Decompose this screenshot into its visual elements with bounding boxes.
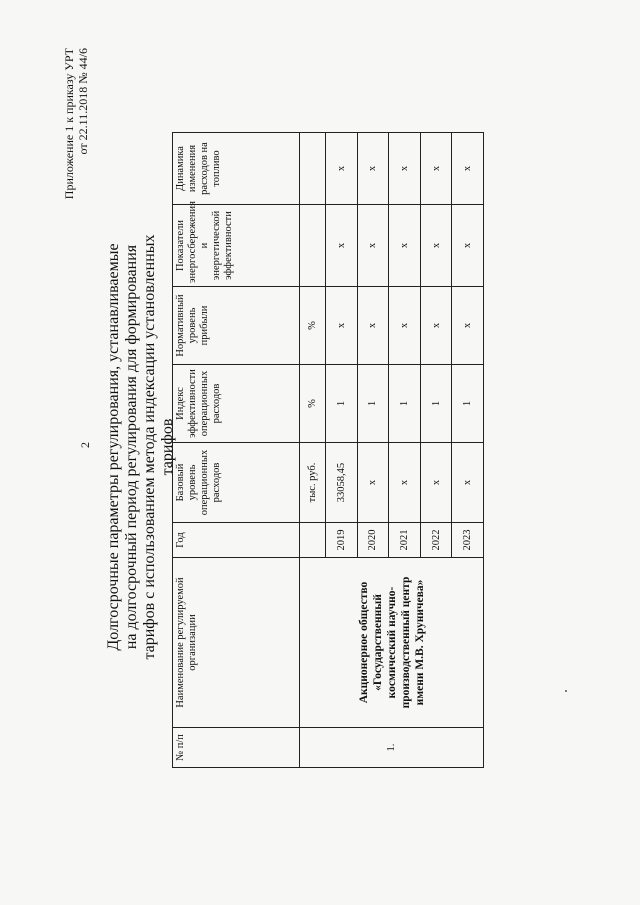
parameters-table — [172, 132, 484, 768]
cell-energy: х — [452, 205, 484, 287]
table-row-number: 1. — [300, 728, 484, 768]
appendix-note — [62, 48, 90, 213]
cell-energy: х — [357, 205, 389, 287]
title-line-1: Долгосрочные параметры регулирования, устанавливаемые — [105, 243, 122, 651]
unit-norm: % — [300, 287, 325, 365]
cell-index: 1 — [452, 365, 484, 443]
scan-speck — [565, 690, 567, 692]
appendix-line-2: от 22.11.2018 № 44/6 — [76, 48, 90, 155]
cell-energy: х — [420, 205, 452, 287]
cell-index: 1 — [389, 365, 421, 443]
cell-dynamics: х — [357, 133, 389, 205]
appendix-line-1: Приложение 1 к приказу УРТ — [62, 48, 76, 200]
organization-name: Акционерное общество «Государственный космический научно-производственный центр имени М.В. Хруничева» — [300, 558, 484, 728]
cell-year: 2019 — [325, 523, 357, 558]
cell-dynamics: х — [389, 133, 421, 205]
header-org: Наименование регулируемой организации — [173, 558, 300, 728]
cell-base: 33058,45 — [325, 443, 357, 523]
units-row — [300, 133, 325, 768]
cell-norm: х — [325, 287, 357, 365]
page-number: 2 — [78, 442, 92, 448]
title-line-2: на долгосрочный период регулирования для формирования — [123, 244, 140, 650]
cell-index: 1 — [357, 365, 389, 443]
cell-index: 1 — [420, 365, 452, 443]
cell-base: х — [420, 443, 452, 523]
cell-base: х — [389, 443, 421, 523]
header-dynamics: Динамика изменения расходов на топливо — [173, 133, 300, 205]
cell-year: 2022 — [420, 523, 452, 558]
cell-base: х — [357, 443, 389, 523]
header-index: Индекс эффективности операционных расходов — [173, 365, 300, 443]
header-year: Год — [173, 523, 300, 558]
unit-index: % — [300, 365, 325, 443]
header-base: Базовый уровень операционных расходов — [173, 443, 300, 523]
document-title — [105, 222, 177, 672]
cell-norm: х — [420, 287, 452, 365]
cell-year: 2023 — [452, 523, 484, 558]
cell-year: 2020 — [357, 523, 389, 558]
cell-dynamics: х — [325, 133, 357, 205]
parameters-table-wrapper — [172, 133, 484, 768]
cell-energy: х — [389, 205, 421, 287]
cell-dynamics: х — [420, 133, 452, 205]
header-energy: Показатели энергосбережения и энергетической эффективности — [173, 205, 300, 287]
title-line-3: тарифов с использованием метода индексации установленных тарифов — [141, 234, 176, 660]
unit-base: тыс. руб. — [300, 443, 325, 523]
cell-base: х — [452, 443, 484, 523]
cell-norm: х — [357, 287, 389, 365]
cell-index: 1 — [325, 365, 357, 443]
cell-energy: х — [325, 205, 357, 287]
table-header-row — [173, 133, 300, 768]
cell-norm: х — [389, 287, 421, 365]
cell-year: 2021 — [389, 523, 421, 558]
header-num: № п/п — [173, 728, 300, 768]
header-norm: Нормативный уровень прибыли — [173, 287, 300, 365]
cell-dynamics: х — [452, 133, 484, 205]
cell-norm: х — [452, 287, 484, 365]
